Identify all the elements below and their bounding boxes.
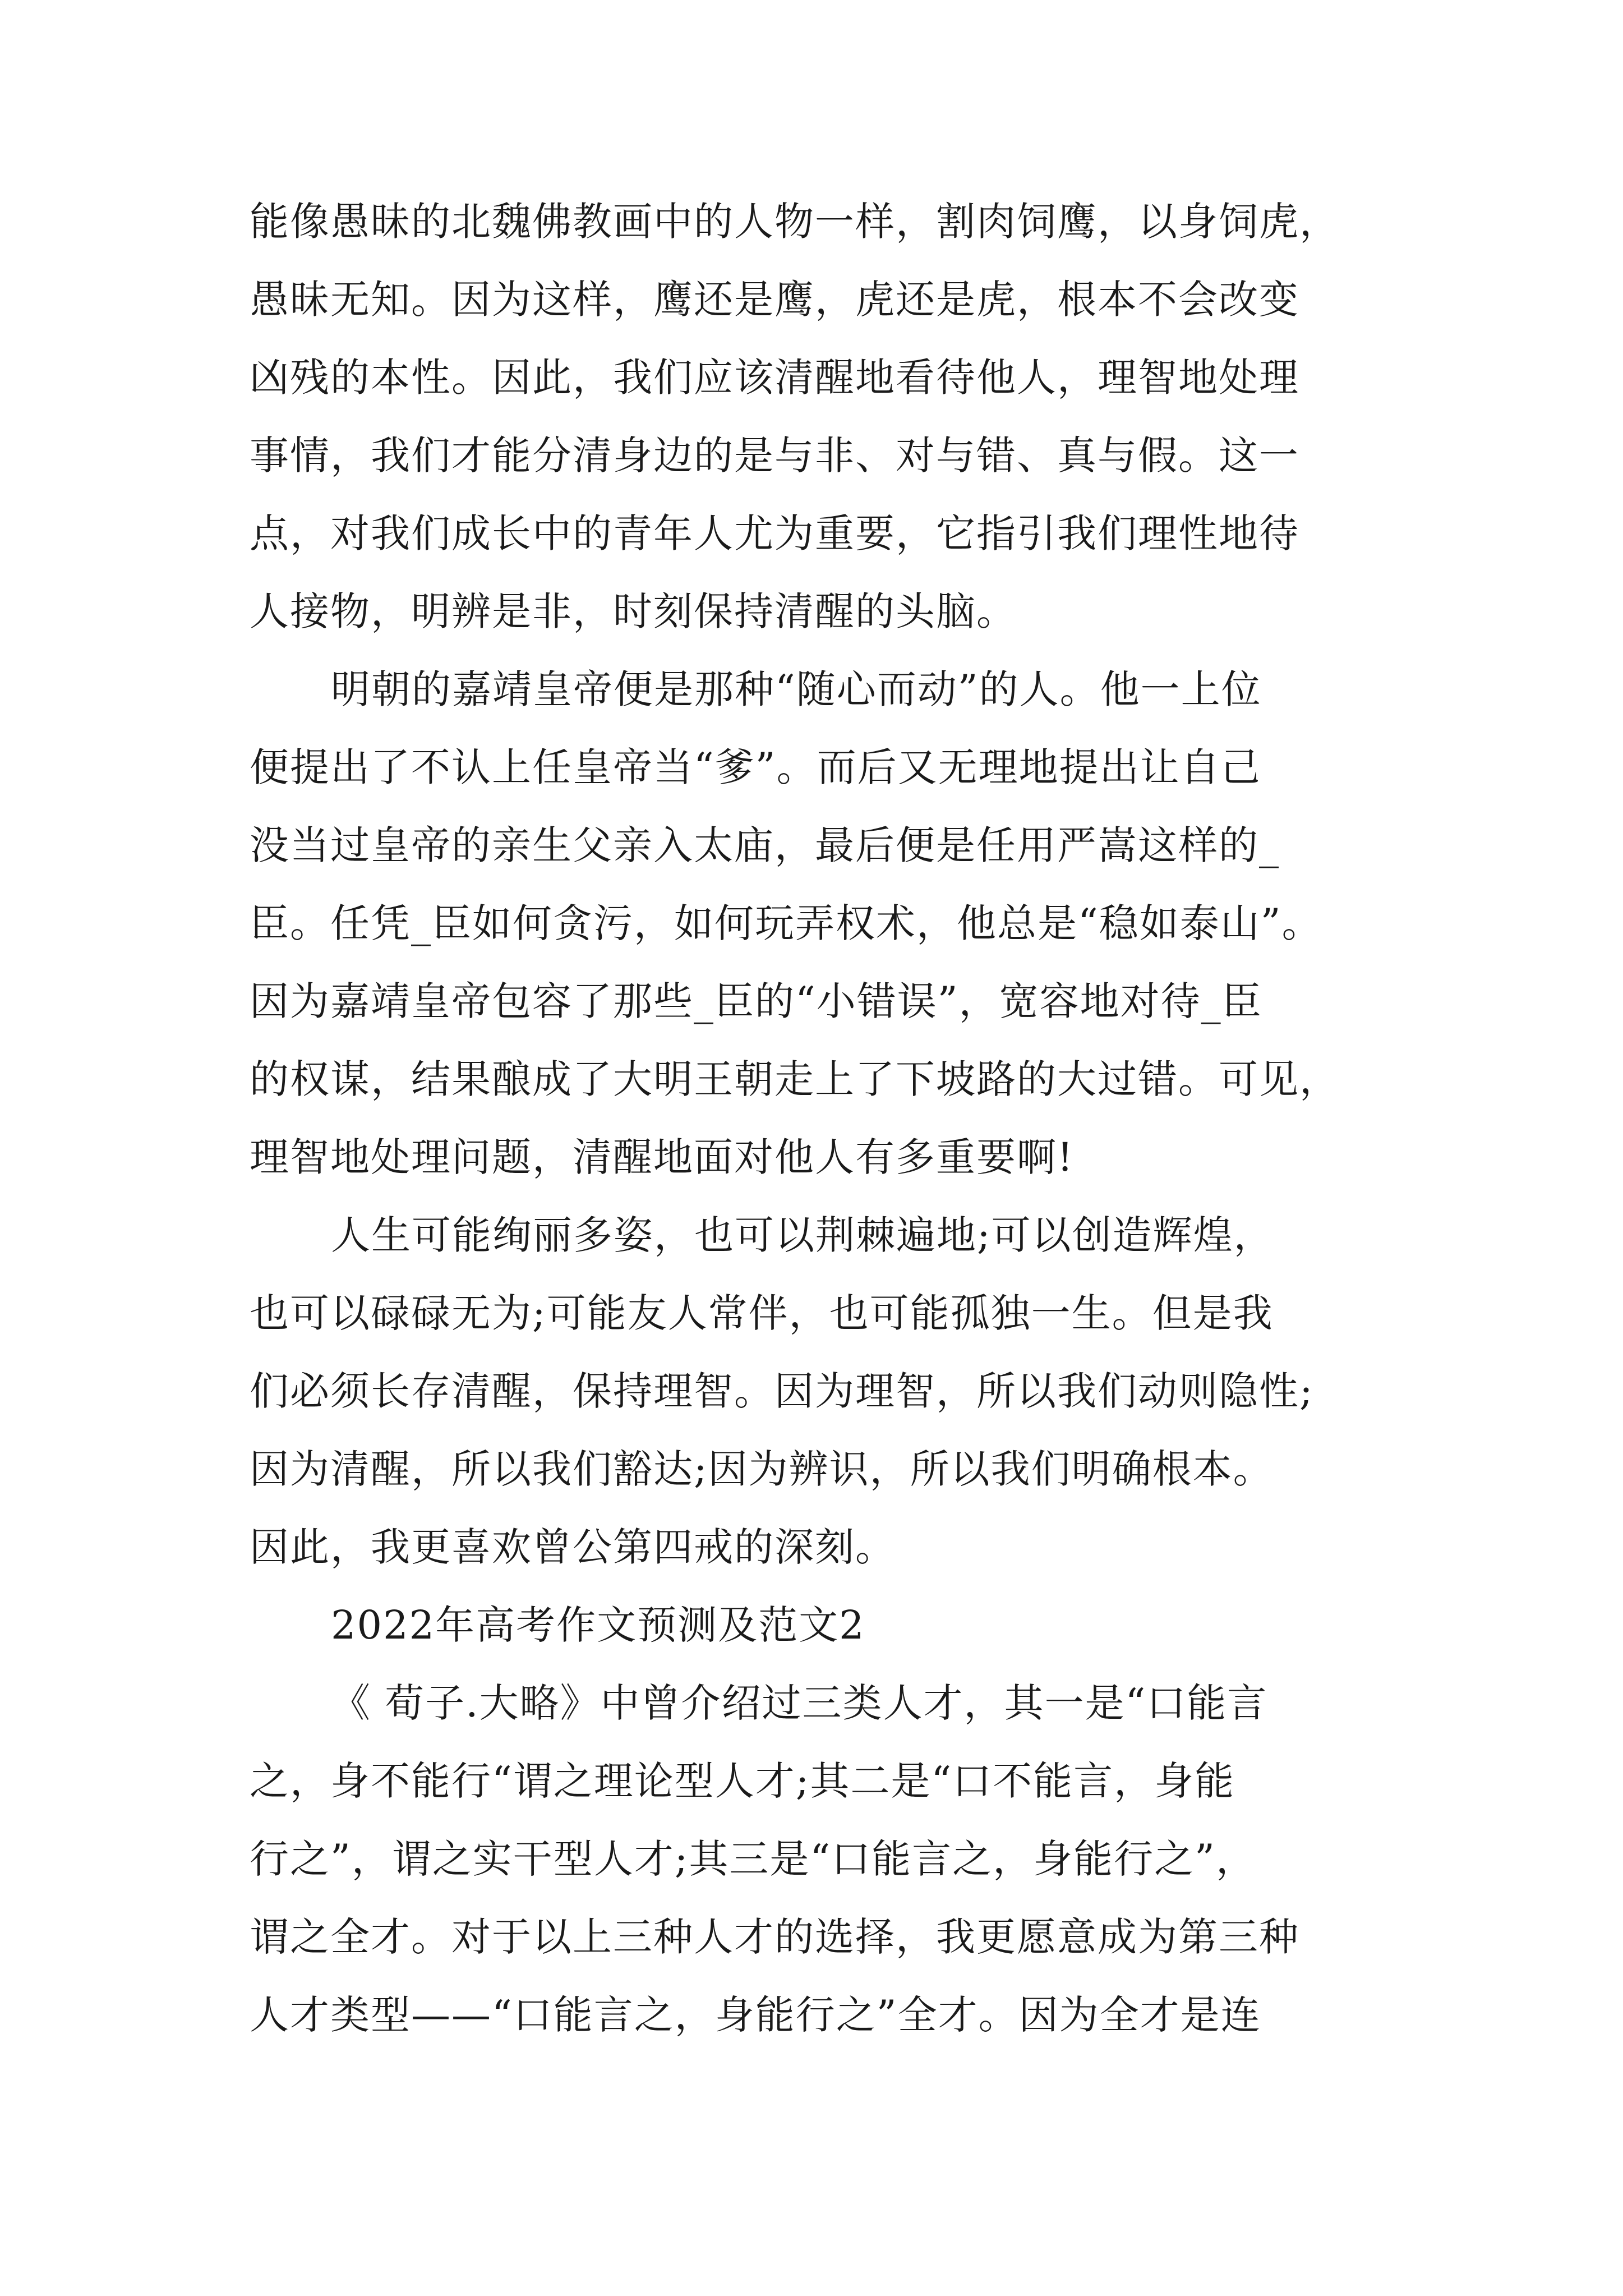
paragraph-start-line: 《 荀子.大略》中曾介绍过三类人才，其一是“口能言 — [331, 1680, 1268, 1726]
paragraph-start-line: 明朝的嘉靖皇帝便是那种“随心而动”的人。他一上位 — [331, 666, 1262, 712]
text-line: 因为清醒，所以我们豁达;因为辨识，所以我们明确根本。 — [250, 1446, 1274, 1492]
text-line: 也可以碌碌无为;可能友人常伴，也可能孤独一生。但是我 — [250, 1290, 1274, 1336]
text-line: 理智地处理问题，清醒地面对他人有多重要啊! — [250, 1134, 1075, 1180]
text-line: 人接物，明辨是非，时刻保持清醒的头脑。 — [250, 588, 1017, 634]
text-line: 因此，我更喜欢曾公第四戒的深刻。 — [250, 1524, 896, 1570]
text-line: 点，对我们成长中的青年人尤为重要，它指引我们理性地待 — [250, 510, 1299, 556]
text-line: 们必须长存清醒，保持理智。因为理智，所以我们动则隐性; — [250, 1368, 1314, 1414]
paragraph-start-line: 人生可能绚丽多姿，也可以荆棘遍地;可以创造辉煌， — [331, 1212, 1274, 1258]
section-heading: 2022年高考作文预测及范文2 — [331, 1602, 865, 1648]
text-line: 之，身不能行“谓之理论型人才;其二是“口不能言，身能 — [250, 1758, 1235, 1804]
text-line: 愚昧无知。因为这样，鹰还是鹰，虎还是虎，根本不会改变 — [250, 277, 1299, 323]
text-line: 凶残的本性。因此，我们应该清醒地看待他人，理智地处理 — [250, 355, 1299, 401]
text-line: 因为嘉靖皇帝包容了那些_臣的“小错误”，宽容地对待_臣 — [250, 978, 1262, 1024]
text-line: 行之”，谓之实干型人才;其三是“口能言之，身能行之”， — [250, 1836, 1256, 1882]
text-line: 的权谋，结果酿成了大明王朝走上了下坡路的大过错。可见， — [250, 1056, 1340, 1102]
text-line: 能像愚昧的北魏佛教画中的人物一样，割肉饲鹰，以身饲虎， — [250, 199, 1340, 245]
text-line: 便提出了不认上任皇帝当“爹”。而后又无理地提出让自己 — [250, 744, 1261, 790]
text-line: 臣。任凭_臣如何贪污，如何玩弄权术，他总是“稳如泰山”。 — [250, 900, 1322, 946]
text-line: 事情，我们才能分清身边的是与非、对与错、真与假。这一 — [250, 432, 1299, 478]
text-line: 谓之全才。对于以上三种人才的选择，我更愿意成为第三种 — [250, 1914, 1299, 1960]
text-line: 没当过皇帝的亲生父亲入太庙，最后便是任用严嵩这样的_ — [250, 822, 1280, 868]
text-line: 人才类型——“口能言之，身能行之”全才。因为全才是连 — [250, 1992, 1261, 2038]
